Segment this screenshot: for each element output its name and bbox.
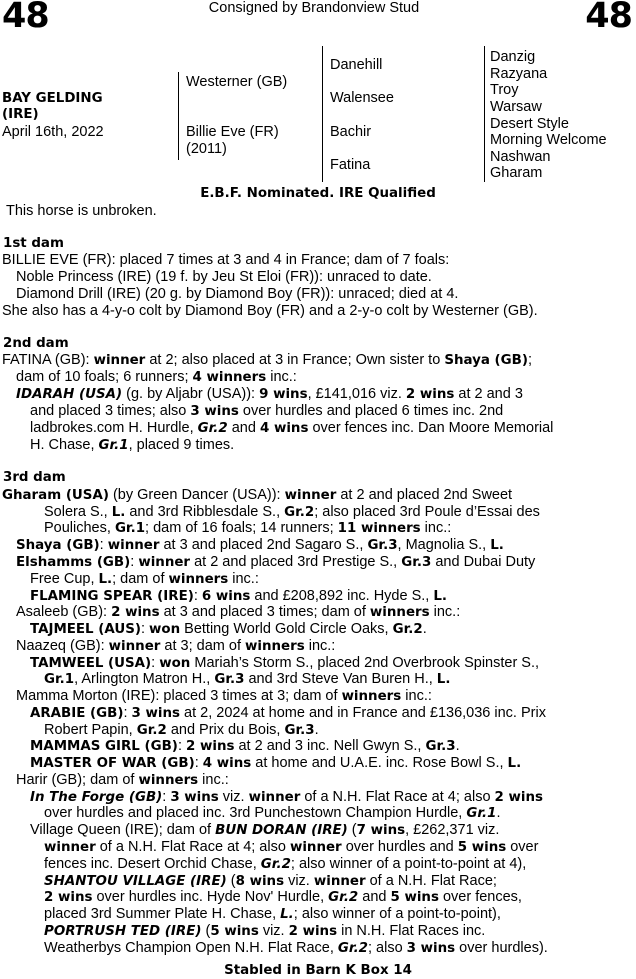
- first-dam-line-2: Noble Princess (IRE) (19 f. by Jeu St Eloi (FR)): unraced to date.: [16, 269, 432, 285]
- first-dam-line-3: Diamond Drill (IRE) (20 g. by Diamond Boy (FR)): unraced; died at 4.: [16, 286, 459, 302]
- nominations: E.B.F. Nominated. IRE Qualified: [200, 186, 436, 201]
- tamweel-line-1: TAMWEEL (USA): won Mariah’s Storm S., placed 2nd Overbrook Spinster S.,: [30, 655, 540, 671]
- elshamms-line-1: Elshamms (GB): winner at 2 and placed 3rd Prestige S., Gr.3 and Dubai Duty: [16, 554, 536, 570]
- pedigree-gen4-4: Warsaw: [490, 99, 542, 115]
- idarah-line-2: and placed 3 times; also 3 wins over hurdles and placed 6 times inc. 2nd: [30, 403, 504, 419]
- horse-sex-color: BAY GELDING: [2, 91, 103, 106]
- horse-country: (IRE): [2, 107, 39, 122]
- second-dam-heading: 2nd dam: [3, 336, 69, 351]
- gharam-line-3: Pouliches, Gr.1; dam of 16 foals; 14 runners; 11 winners inc.:: [44, 520, 452, 536]
- tamweel-line-2: Gr.1, Arlington Matron H., Gr.3 and 3rd Steve Van Buren H., L.: [44, 671, 451, 687]
- pedigree-sire: Westerner (GB): [186, 74, 288, 90]
- village-queen-line-8: Weatherbys Champion Open N.H. Flat Race, Gr.2; also 3 wins over hurdles).: [44, 940, 548, 956]
- elshamms-line-2: Free Cup, L.; dam of winners inc.:: [30, 571, 259, 587]
- idarah-line-3: ladbrokes.com H. Hurdle, Gr.2 and 4 wins over fences inc. Dan Moore Memorial: [30, 420, 554, 436]
- pedigree-sire-dam: Walensee: [330, 90, 394, 106]
- tajmeel-line: TAJMEEL (AUS): won Betting World Gold Circle Oaks, Gr.2.: [30, 621, 427, 637]
- lot-number-right: 48: [585, 0, 632, 36]
- idarah-line-4: H. Chase, Gr.1, placed 9 times.: [30, 437, 235, 453]
- village-queen-line-5: 2 wins over hurdles inc. Hyde Nov' Hurdle, Gr.2 and 5 wins over fences,: [44, 889, 522, 905]
- pedigree-gen4-7: Nashwan: [490, 149, 551, 165]
- first-dam-heading: 1st dam: [3, 236, 64, 251]
- in-the-forge-line-2: over hurdles and placed inc. 3rd Punchestown Champion Hurdle, Gr.1.: [44, 805, 501, 821]
- pedigree-gen4-8: Gharam: [490, 165, 543, 181]
- fatina-line-1: FATINA (GB): winner at 2; also placed at 3 in France; Own sister to Shaya (GB);: [2, 352, 533, 368]
- first-dam-line-1: BILLIE EVE (FR): placed 7 times at 3 and 4 in France; dam of 7 foals:: [2, 252, 450, 268]
- master-of-war-line: MASTER OF WAR (GB): 4 wins at home and U.A.E. inc. Rose Bowl S., L.: [30, 755, 522, 771]
- gharam-line-1: Gharam (USA) (by Green Dancer (USA)): winner at 2 and placed 2nd Sweet: [2, 487, 513, 503]
- consignor-line: Consigned by Brandonview Stud: [208, 0, 420, 16]
- stabled-line: Stabled in Barn K Box 14: [224, 963, 412, 978]
- pedigree-bracket-3: [484, 46, 485, 182]
- in-the-forge-line-1: In The Forge (GB): 3 wins viz. winner of a N.H. Flat Race at 4; also 2 wins: [30, 789, 543, 805]
- third-dam-heading: 3rd dam: [3, 470, 66, 485]
- pedigree-dam-dam: Fatina: [330, 157, 371, 173]
- pedigree-bracket-1: [178, 72, 179, 160]
- pedigree-dam-sire: Bachir: [330, 124, 372, 140]
- pedigree-bracket-2: [322, 46, 323, 182]
- harir-line: Harir (GB); dam of winners inc.:: [16, 772, 229, 788]
- idarah-line-1: IDARAH (USA) (g. by Aljabr (USA)): 9 wins, £141,016 viz. 2 wins at 2 and 3: [16, 386, 523, 402]
- unbroken-note: This horse is unbroken.: [6, 203, 157, 219]
- pedigree-gen4-6: Morning Welcome: [490, 132, 607, 148]
- mamma-morton-line: Mamma Morton (IRE): placed 3 times at 3; dam of winners inc.:: [16, 688, 432, 704]
- lot-number-left: 48: [2, 0, 49, 36]
- first-dam-line-4: She also has a 4-y-o colt by Diamond Boy (FR) and a 2-y-o colt by Westerner (GB).: [2, 303, 538, 319]
- village-queen-line-4: SHANTOU VILLAGE (IRE) (8 wins viz. winner of a N.H. Flat Race;: [44, 873, 497, 889]
- pedigree-gen4-3: Troy: [490, 82, 519, 98]
- arabie-line-2: Robert Papin, Gr.2 and Prix du Bois, Gr.3.: [44, 722, 319, 738]
- arabie-line-1: ARABIE (GB): 3 wins at 2, 2024 at home and in France and £136,036 inc. Prix: [30, 705, 546, 721]
- gharam-line-2: Solera S., L. and 3rd Ribblesdale S., Gr.2; also placed 3rd Poule d’Essai des: [44, 504, 540, 520]
- horse-foaled: April 16th, 2022: [2, 124, 104, 140]
- pedigree-gen4-2: Razyana: [490, 66, 548, 82]
- naazeq-line: Naazeq (GB): winner at 3; dam of winners inc.:: [16, 638, 336, 654]
- pedigree-sire-sire: Danehill: [330, 57, 383, 73]
- pedigree-gen4-5: Desert Style: [490, 116, 569, 132]
- pedigree-dam-year: (2011): [186, 141, 227, 157]
- flaming-spear-line: FLAMING SPEAR (IRE): 6 wins and £208,892 inc. Hyde S., L.: [30, 588, 447, 604]
- village-queen-line-2: winner of a N.H. Flat Race at 4; also winner over hurdles and 5 wins over: [44, 839, 539, 855]
- fatina-line-2: dam of 10 foals; 6 runners; 4 winners inc.:: [16, 369, 297, 385]
- village-queen-line-3: fences inc. Desert Orchid Chase, Gr.2; also winner of a point-to-point at 4),: [44, 856, 527, 872]
- asaleeb-line: Asaleeb (GB): 2 wins at 3 and placed 3 times; dam of winners inc.:: [16, 604, 461, 620]
- pedigree-dam: Billie Eve (FR): [186, 124, 279, 140]
- village-queen-line-1: Village Queen (IRE); dam of BUN DORAN (IRE) (7 wins, £262,371 viz.: [30, 822, 500, 838]
- pedigree-gen4-1: Danzig: [490, 49, 536, 65]
- mammas-girl-line: MAMMAS GIRL (GB): 2 wins at 2 and 3 inc. Nell Gwyn S., Gr.3.: [30, 738, 460, 754]
- village-queen-line-6: placed 3rd Summer Plate H. Chase, L.; also winner of a point-to-point),: [44, 906, 501, 922]
- village-queen-line-7: PORTRUSH TED (IRE) (5 wins viz. 2 wins in N.H. Flat Races inc.: [44, 923, 486, 939]
- shaya-line: Shaya (GB): winner at 3 and placed 2nd Sagaro S., Gr.3, Magnolia S., L.: [16, 537, 504, 553]
